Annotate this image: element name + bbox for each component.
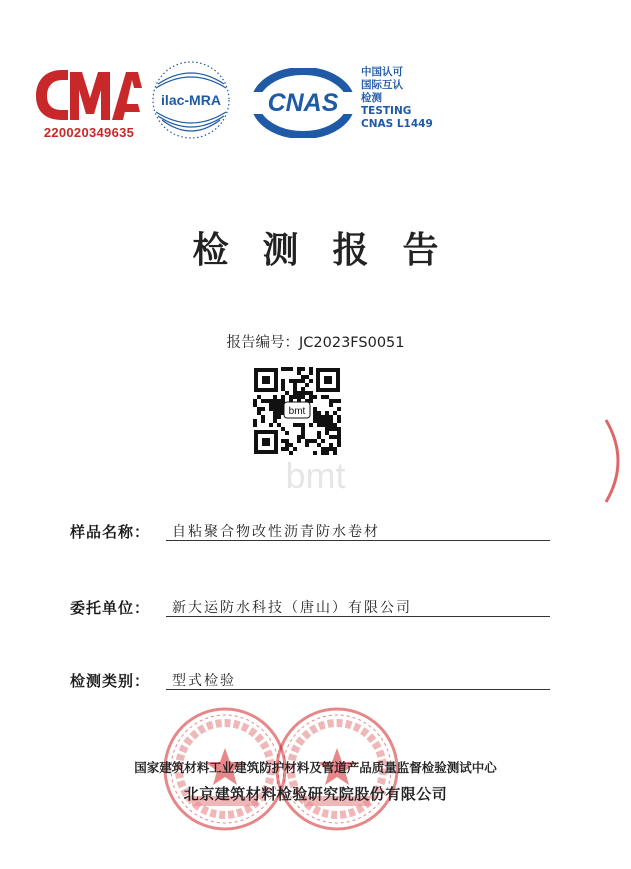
cma-number: 220020349635 — [43, 125, 135, 140]
edge-seal-fragment — [604, 416, 631, 506]
cnas-caption-line: 国际互认 — [361, 79, 403, 91]
client-value: 新大运防水科技（唐山）有限公司 — [172, 600, 412, 616]
institute-name: 北京建筑材料检验研究院股份有限公司 — [183, 785, 448, 803]
sample-name-value: 自粘聚合物改性沥青防水卷材 — [172, 524, 380, 540]
cnas-caption-line: 中国认可 — [361, 66, 403, 78]
cnas-caption-line: 检测 — [361, 92, 382, 104]
ilac-text: ilac-MRA — [161, 92, 221, 108]
cnas-caption-line: CNAS L1449 — [361, 118, 433, 130]
ilac-mra-logo — [148, 58, 234, 142]
page-title: 检测报告 — [192, 229, 473, 271]
cnas-caption — [361, 66, 433, 131]
report-number: 报告编号：JC2023FS0051 — [226, 335, 405, 351]
watermark-text: bmt — [285, 455, 346, 496]
cnas-logo — [252, 68, 354, 138]
test-type-underline — [166, 689, 550, 690]
client-underline — [166, 616, 550, 617]
qr-code[interactable] — [253, 367, 341, 455]
sample-name-underline — [166, 540, 550, 541]
test-type-label: 检测类别： — [70, 672, 151, 690]
client-label: 委托单位： — [70, 599, 151, 617]
testing-center-name: 国家建筑材料工业建筑防护材料及管道产品质量监督检验测试中心 — [134, 760, 497, 775]
cnas-caption-line: TESTING — [361, 105, 412, 117]
qr-label: bmt — [288, 406, 306, 417]
sample-name-label: 样品名称： — [70, 523, 151, 541]
cnas-text: CNAS — [267, 89, 339, 117]
test-type-value: 型式检验 — [172, 673, 236, 689]
